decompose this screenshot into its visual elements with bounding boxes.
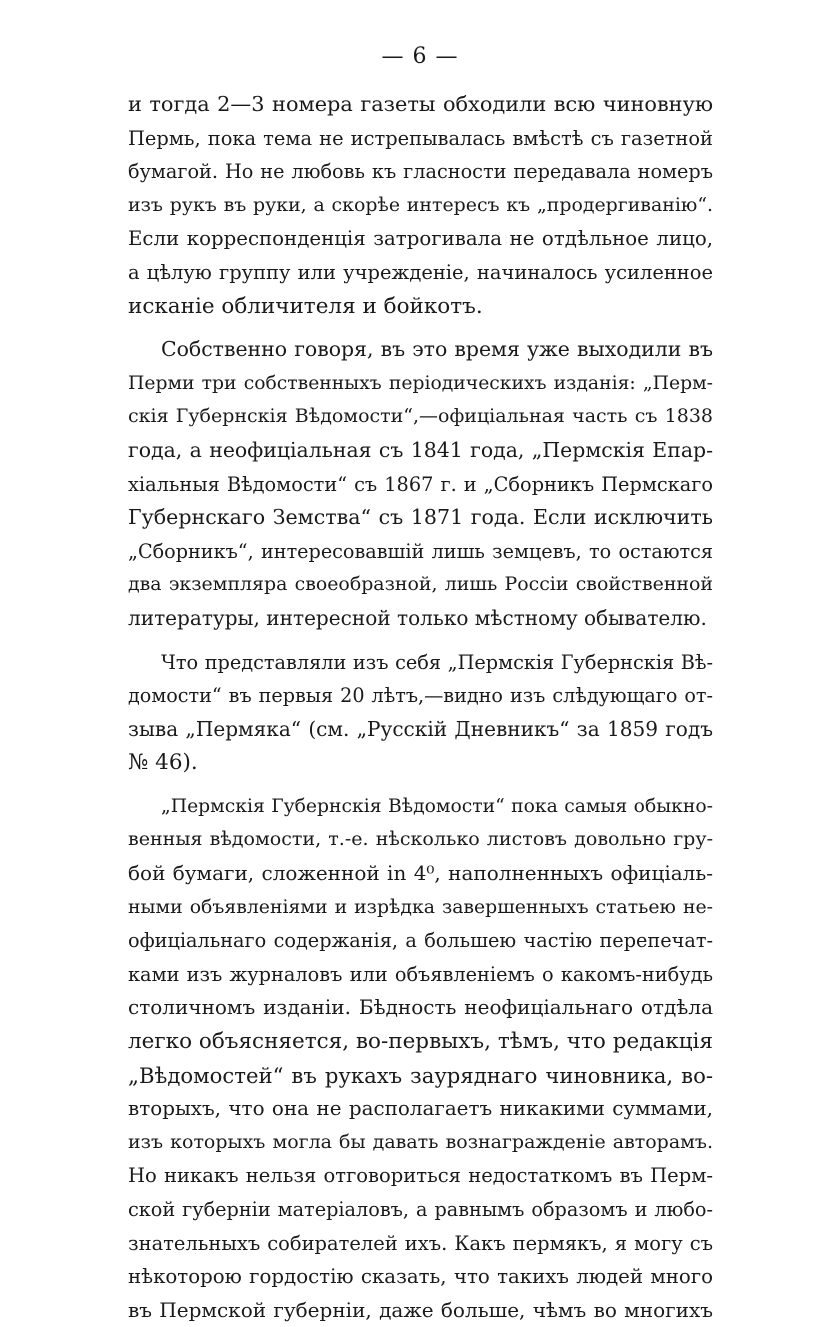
page-number: — 6 — — [381, 44, 459, 69]
text-line: изъ рукъ въ руки, а скорѣе интересъ къ „продергиванію“. — [128, 193, 713, 216]
text-line: ками изъ журналовъ или объявленіемъ о какомъ-нибудь — [128, 962, 713, 986]
text-line: изъ которыхъ могла бы давать вознагражденіе авторамъ. — [128, 1130, 713, 1153]
text-line: въ Пермской губерніи, даже больше, чѣмъ во многихъ — [128, 1297, 713, 1322]
text-line: столичномъ изданіи. Бѣдность неофиціальнаго отдѣла — [128, 995, 713, 1020]
body-text — [128, 88, 713, 1327]
text-line: Но никакъ нельзя отговориться недостаткомъ въ Перм- — [128, 1164, 713, 1188]
paragraph — [128, 333, 713, 635]
text-line: зыва „Пермяка“ (см. „Русскій Дневникъ“ за 1859 годъ — [128, 716, 713, 741]
text-line: года, а неофиціальная съ 1841 года, „Пермскія Епар- — [128, 437, 713, 462]
text-line: домости“ въ первыя 20 лѣтъ,—видно изъ слѣдующаго от- — [128, 684, 713, 708]
text-line: „Сборникъ“, интересовавшій лишь земцевъ, то остаются — [128, 539, 713, 563]
text-line: офиціальнаго содержанія, а большею частію перепечат- — [128, 929, 713, 953]
paragraph-gap — [128, 323, 713, 333]
text-line: № 46). — [128, 750, 198, 776]
text-line: Если корреспонденція затрогивала не отдѣльное лицо, — [128, 227, 713, 251]
text-line: Губернскаго Земства“ съ 1871 года. Если исключить — [128, 505, 713, 530]
text-line: литературы, интересной только мѣстному обывателю. — [128, 605, 707, 630]
paragraph — [128, 646, 713, 780]
text-line: нѣкоторою гордостію сказать, что такихъ людей много — [128, 1265, 713, 1289]
text-line: бумагой. Но не любовь къ гласности передавала номеръ — [128, 160, 713, 184]
paragraph — [128, 88, 713, 323]
text-line: легко объясняется, во-первыхъ, тѣмъ, что редакція — [128, 1029, 713, 1055]
text-line: исканіе обличителя и бойкотъ. — [128, 293, 483, 319]
text-line: ской губерніи матеріаловъ, а равнымъ образомъ и любо- — [128, 1198, 713, 1221]
text-line: скія Губернскія Вѣдомости“,—офиціальная часть съ 1838 — [128, 405, 713, 428]
text-line: „Вѣдомостей“ въ рукахъ зауряднаго чиновника, во- — [128, 1062, 713, 1088]
text-line: и тогда 2—3 номера газеты обходили всю чиновную — [128, 92, 713, 116]
paragraph-gap — [128, 636, 713, 646]
text-line: хіальныя Вѣдомости“ съ 1867 г. и „Сборникъ Пермскаго — [128, 472, 713, 496]
text-line: а цѣлую группу или учрежденіе, начиналось усиленное — [128, 260, 713, 284]
text-line: Собственно говоря, въ это время уже выходили въ — [161, 337, 713, 362]
text-line: венныя вѣдомости, т.-е. нѣсколько листовъ довольно гру- — [128, 828, 713, 851]
text-line: два экземпляра своеобразной, лишь Россіи свойственной — [128, 573, 713, 596]
paragraph-gap — [128, 780, 713, 790]
text-line: ными объявленіями и изрѣдка завершенныхъ статьею не- — [128, 896, 713, 918]
paragraph — [128, 790, 713, 1327]
text-line: вторыхъ, что она не располагаетъ никакими суммами, — [128, 1097, 713, 1121]
text-line: „Пермскія Губернскія Вѣдомости“ пока самыя обыкно- — [161, 795, 713, 817]
text-line: Что представляли изъ себя „Пермскія Губернскія Вѣ- — [161, 650, 713, 674]
text-line: знательныхъ собирателей ихъ. Какъ пермякъ, я могу съ — [128, 1231, 713, 1255]
text-line: Перми три собственныхъ періодическихъ изданія: „Перм- — [128, 372, 713, 394]
text-line: бой бумаги, сложенной in 4⁰, наполненныхъ офиціаль- — [128, 861, 713, 886]
text-line: Пермь, пока тема не истрепывалась вмѣстѣ съ газетной — [128, 126, 713, 150]
